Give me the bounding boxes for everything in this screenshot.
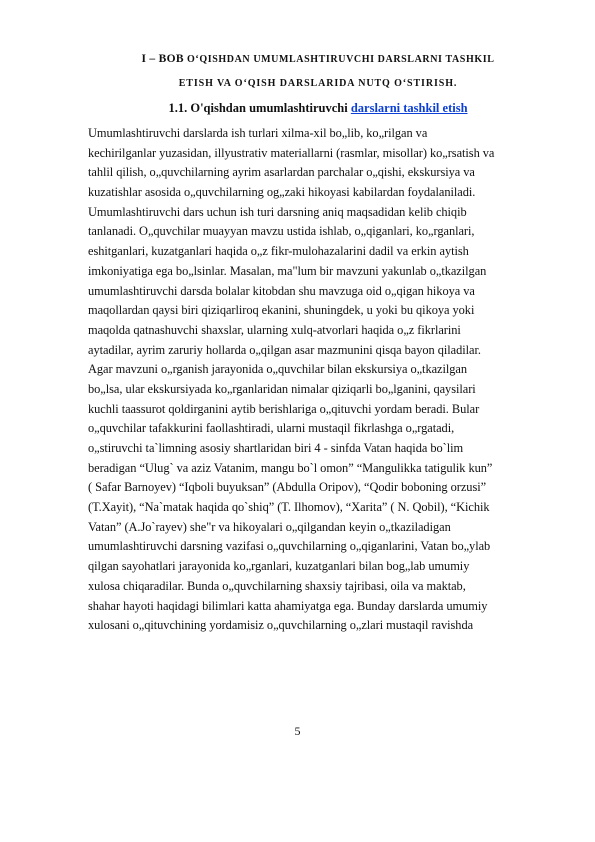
body-line: xulosa chiqaradilar. Bunda o„quvchilarning shaxsiy tajribasi, oila va maktab, xyxy=(88,578,466,593)
body-line: beradigan “Ulug` va aziz Vatanim, mangu bo`l omon” “Mangulikka tatigulik kun” xyxy=(88,460,493,475)
section-heading xyxy=(88,101,548,116)
body-line: shahar hayoti haqidagi bilimlari katta ahamiyatga ega. Bunday darslarda umumiy xyxy=(88,598,488,613)
body-line: kuzatishlar asosida o„quvchilarning og„zaki hikoyasi kabilardan foydalaniladi. xyxy=(88,185,476,200)
body-line: kuchli taassurot qoldirganini aytib berishlariga o„qituvchi yordam beradi. Bular xyxy=(88,401,480,416)
section-heading-link[interactable]: darslarni tashkil etish xyxy=(350,101,468,115)
page-number: 5 xyxy=(294,724,301,738)
body-line: kechirilganlar yuzasidan, illyustrativ materiallarni (rasmlar, misollar) ko„rsatish va xyxy=(88,145,495,160)
body-line: maqollardan qaysi biri qiziqarliroq ekanini, shuningdek, u yoki bu qikoya yoki xyxy=(88,303,475,318)
body-line: tanlanadi. O„quvchilar muayyan mavzu ustida ishlab, o„qiganlari, ko„rganlari, xyxy=(88,224,475,239)
body-line: umumlashtiruvchi darsning vazifasi o„quvchilarning o„qiganlarini, Vatan bo„ylab xyxy=(88,539,491,554)
body-paragraph xyxy=(88,124,551,636)
body-line: eshitganlari, kuzatganlari haqida o„z fikr-mulohazalarini dadil va erkin aytish xyxy=(88,244,469,259)
chapter-heading-line-2: ETISH VA O‘QISH DARSLARIDA NUTQ O‘STIRISH. xyxy=(178,78,458,89)
body-line: Agar mavzuni o„rganish jarayonida o„quvchilar bilan ekskursiya o„tkazilgan xyxy=(88,362,468,377)
body-line: aytadilar, ayrim zaruriy hollarda o„qilgan asar mazmunini qisqa bayon qiladilar. xyxy=(88,342,481,357)
body-line: o„stiruvchi ta`limning asosiy shartlaridan biri 4 - sinfda Vatan haqida bo`lim xyxy=(88,441,464,455)
body-line: o„quvchilar tafakkurini faollashtiradi, ularni mustaqil fikrlashga o„rgatadi, xyxy=(88,421,455,436)
body-line: imkoniyatiga ega bo„lsinlar. Masalan, ma"lum bir mavzuni yakunlab o„tkazilgan xyxy=(88,263,487,278)
chapter-heading-line-1 xyxy=(88,53,548,65)
body-line: Umumlashtiruvchi dars uchun ish turi darsning aniq maqsadidan kelib chiqib xyxy=(88,204,467,219)
body-line: tahlil qilish, o„quvchilarning ayrim asarlardan parchalar o„qishi, ekskursiya va xyxy=(88,165,475,180)
body-line: umumlashtiruvchi darsda bolalar kitobdan shu mavzuga oid o„qigan hikoya va xyxy=(88,283,475,298)
body-line: ( Safar Barnoyev) “Iqboli buyuksan” (Abdulla Oripov), “Qodir boboning orzusi” xyxy=(88,480,487,495)
body-line: bo„lsa, ular ekskursiyada ko„rganlaridan nimalar qiziqarli bo„lganini, qaysilari xyxy=(88,381,476,396)
chapter-title-part-1: O‘QISHDAN UMUMLASHTIRUVCHI DARSLARNI TASHKIL xyxy=(187,54,495,65)
body-line: qilgan sayohatlari jarayonida ko„rganlari, kuzatganlari bilan bog„lab umumiy xyxy=(88,559,470,574)
body-line: Umumlashtiruvchi darslarda ish turlari xilma-xil bo„lib, ko„rilgan va xyxy=(88,126,428,140)
body-line: xulosani o„qituvchining yordamisiz o„quvchilarning o„zlari mustaqil ravishda xyxy=(88,618,474,633)
body-line: Vatan” (A.Jo`rayev) she"r va hikoyalari o„qilgandan keyin o„tkaziladigan xyxy=(88,519,451,534)
chapter-prefix: I – BOB xyxy=(141,53,188,65)
body-line: maqolda qatnashuvchi shaxslar, ularning xulq-atvorlari haqida o„z fikrlarini xyxy=(88,322,461,337)
body-line: (T.Xayit), “Na`matak haqida qo`shiq” (T. Ilhomov), “Xarita” ( N. Qobil), “Kichik xyxy=(88,500,490,515)
section-heading-text: 1.1. O'qishdan umumlashtiruvchi xyxy=(168,101,351,115)
